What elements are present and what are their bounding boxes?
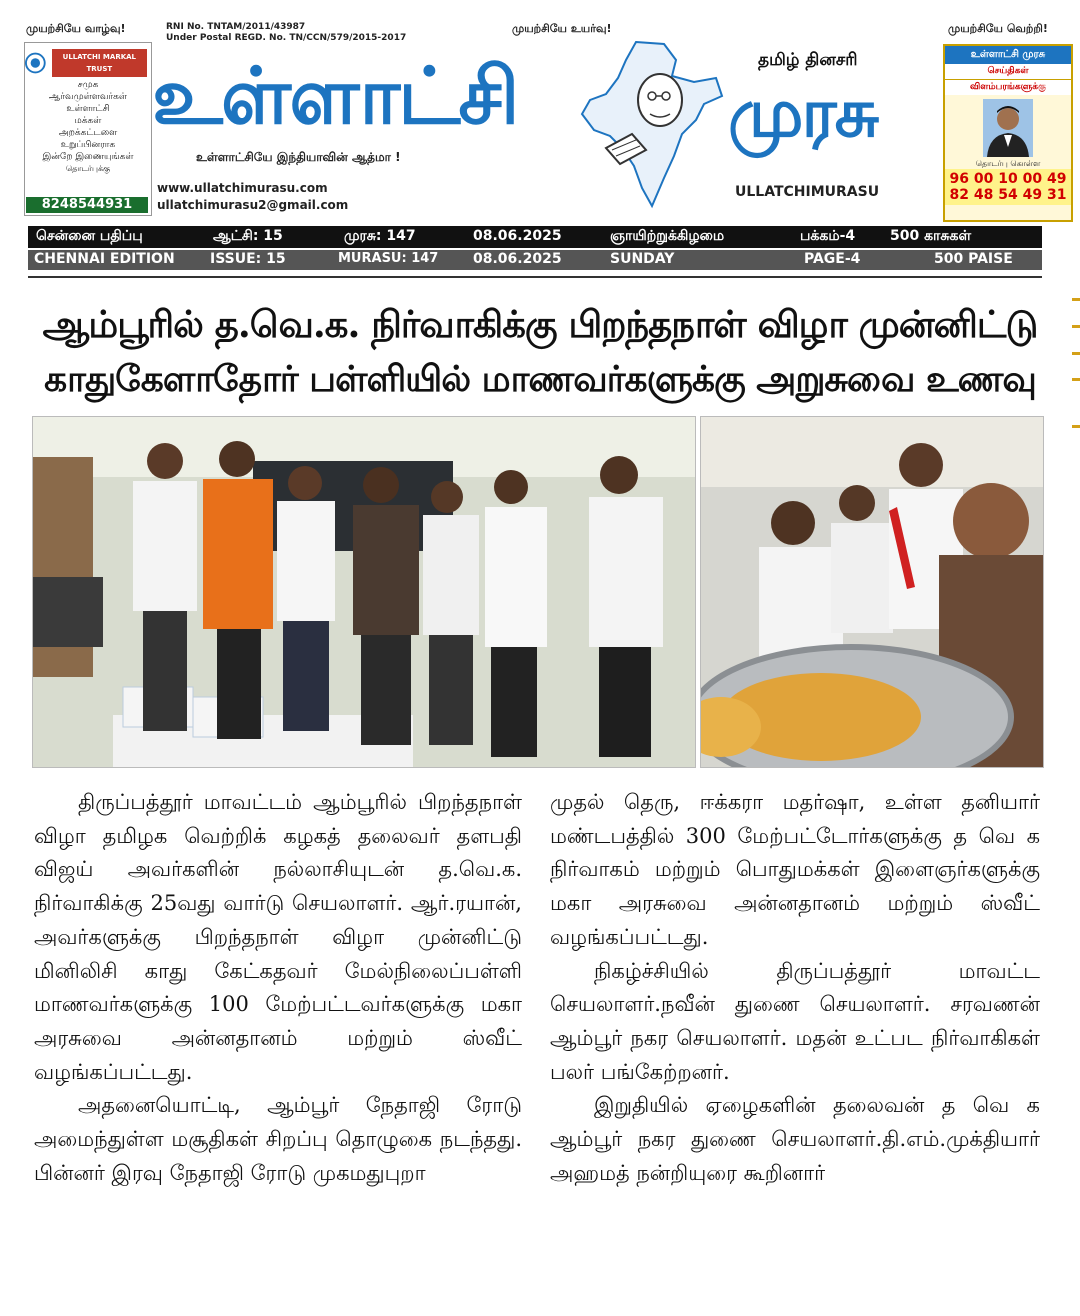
email-link[interactable]: ullatchimurasu2@gmail.com bbox=[157, 198, 349, 212]
edition-name: சென்னை பதிப்பு bbox=[36, 228, 143, 244]
photo-group bbox=[32, 416, 696, 768]
masthead-title-part1: உள்ளாட்சி bbox=[152, 52, 518, 142]
trust-line: இன்றே இணையுங்கள் bbox=[42, 152, 134, 162]
trust-name: ULLATCHI MARKAL TRUST bbox=[52, 49, 147, 77]
ad-box-sub2: விளம்பரங்களுக்கு bbox=[945, 80, 1071, 95]
article-paragraph: நிகழ்ச்சியில் திருப்பத்தூர் மாவட்ட செயலாளர்.நவீன் துணை செயலாளர். சரவணன் ஆம்பூர் நகர செயலாளர். மதன் உட்பட நிர்வாகிகள் பலர் பங்கேற்றனர். bbox=[550, 958, 1040, 1084]
price: 500 காசுகள் bbox=[890, 228, 972, 244]
trust-phone: 8248544931 bbox=[26, 197, 148, 213]
murasu-number: MURASU: 147 bbox=[338, 251, 439, 266]
group-photo-image bbox=[33, 417, 695, 767]
article-paragraph: அதனையொட்டி, ஆம்பூர் நேதாஜி ரோடு அமைந்துள்ள மசூதிகள் சிறப்பு தொழுகை நடந்தது. பின்னர் இரவு நேதாஜி ரோடு முகமதுபுறா bbox=[34, 1093, 522, 1185]
postal-reg: Under Postal REGD. No. TN/CCN/579/2015-2017 bbox=[166, 33, 407, 43]
edition-bar-english bbox=[28, 250, 1042, 270]
side-mark bbox=[1072, 298, 1080, 301]
person-photo-icon bbox=[983, 99, 1033, 157]
article-right-column bbox=[550, 786, 1040, 1190]
page-number: பக்கம்-4 bbox=[800, 228, 856, 244]
masthead-slogan: உள்ளாட்சியே இந்தியாவின் ஆத்மா ! bbox=[196, 150, 401, 164]
murasu-number: முரசு: 147 bbox=[344, 228, 416, 244]
article-left-column bbox=[34, 786, 522, 1190]
trust-line: உறுப்பினராக bbox=[60, 140, 116, 150]
headline-line-1: ஆம்பூரில் த.வெ.க. நிர்வாகிக்கு பிறந்தநாள் விழா முன்னிட்டு bbox=[42, 302, 1038, 346]
headline-line-2: காதுகேளாதோர் பள்ளியில் மாணவர்களுக்கு அறுசுவை உணவு bbox=[44, 358, 1036, 400]
serving-food-image bbox=[701, 417, 1043, 767]
side-mark bbox=[1072, 378, 1080, 381]
edition-name: CHENNAI EDITION bbox=[34, 251, 175, 267]
ad-box-sub1: செய்திகள் bbox=[945, 64, 1071, 80]
issue-number: ISSUE: 15 bbox=[210, 251, 286, 267]
tagline-right: முயற்சியே வெற்றி! bbox=[948, 22, 1048, 35]
edition-day: SUNDAY bbox=[610, 251, 675, 267]
edition-date: 08.06.2025 bbox=[473, 251, 562, 267]
tamil-daily-label: தமிழ் தினசரி bbox=[758, 50, 858, 70]
india-map-gandhi-emblem bbox=[576, 38, 726, 214]
page-number: PAGE-4 bbox=[804, 251, 861, 267]
ad-phone-1: 96 00 10 00 49 bbox=[949, 171, 1067, 187]
website-link[interactable]: www.ullatchimurasu.com bbox=[157, 181, 328, 195]
ad-contact-label: தொடர்பு கொள்ள bbox=[975, 159, 1041, 168]
divider bbox=[28, 276, 1042, 278]
edition-day: ஞாயிற்றுக்கிழமை bbox=[610, 228, 725, 244]
trust-line: சமுக bbox=[77, 80, 99, 90]
ad-phone-2: 82 48 54 49 31 bbox=[949, 187, 1067, 203]
article-paragraph: முதல் தெரு, ஈக்கரா மதர்ஷா, உள்ள தனியார் மண்டபத்தில் 300 மேற்பட்டோர்களுக்கு த வெ க நிர்வாகம் மற்றும் பொதுமக்கள் இளைஞர்களுக்கு மகா அரசுவை அன்னதானம் மற்றும் ஸ்வீட் வழங்கப்பட்டது. bbox=[550, 790, 1040, 949]
side-mark bbox=[1072, 352, 1080, 355]
trust-line: ஆர்வமுள்ளவர்கள் bbox=[48, 92, 128, 102]
rni-number: RNI No. TNTAM/2011/43987 bbox=[166, 22, 306, 32]
trust-ad-box bbox=[24, 42, 152, 216]
edition-bar-tamil bbox=[28, 226, 1042, 248]
article-paragraph: இறுதியில் ஏழைகளின் தலைவன் த வெ க ஆம்பூர் நகர துணை செயலாளர்.தி.எம்.முக்தியார் அஹமத் நன்றியுரை கூறினார் bbox=[550, 1093, 1040, 1185]
trust-contact-label: தொடர்புக்கு bbox=[65, 164, 111, 173]
edition-date: 08.06.2025 bbox=[473, 228, 562, 244]
article-paragraph: திருப்பத்தூர் மாவட்டம் ஆம்பூரில் பிறந்தநாள் விழா தமிழக வெற்றிக் கழகத் தலைவர் தளபதி விஜய் அவர்களின் நல்லாசியுடன் த.வெ.க. நிர்வாகிக்கு 25வது வார்டு செயலாளர். ஆர்.ரயான், அவர்களுக்கு பிறந்தநாள் விழா முன்னிட்டு மினிலிசி காது கேட்கதவர் மேல்நிலைப்பள்ளி மாணவர்களுக்கு 100 மேற்பட்டவர்களுக்கு மகா அரசுவை அன்னதானம் மற்றும் ஸ்வீட் வழங்கப்பட்டது. bbox=[34, 790, 522, 1084]
ad-box bbox=[943, 44, 1073, 222]
trust-line: உள்ளாட்சி bbox=[66, 104, 110, 114]
trust-line: அறக்கட்டளை bbox=[58, 128, 118, 138]
contact-web bbox=[157, 180, 348, 214]
trust-line: மக்கள் bbox=[74, 116, 102, 126]
tagline-left: முயற்சியே வாழ்வு! bbox=[26, 22, 126, 35]
rni-info bbox=[166, 22, 406, 44]
photo-serving bbox=[700, 416, 1044, 768]
masthead-title-part2: முரசு bbox=[728, 74, 877, 153]
ad-phones bbox=[945, 169, 1071, 205]
issue-number: ஆட்சி: 15 bbox=[213, 228, 283, 244]
price: 500 PAISE bbox=[934, 251, 1013, 267]
trust-logo-icon bbox=[25, 52, 46, 74]
side-mark bbox=[1072, 325, 1080, 328]
side-mark bbox=[1072, 425, 1080, 428]
english-name: ULLATCHIMURASU bbox=[735, 184, 880, 200]
ad-box-head: உள்ளாட்சி முரசு bbox=[945, 46, 1071, 64]
tagline-center: முயற்சியே உயர்வு! bbox=[512, 22, 612, 35]
